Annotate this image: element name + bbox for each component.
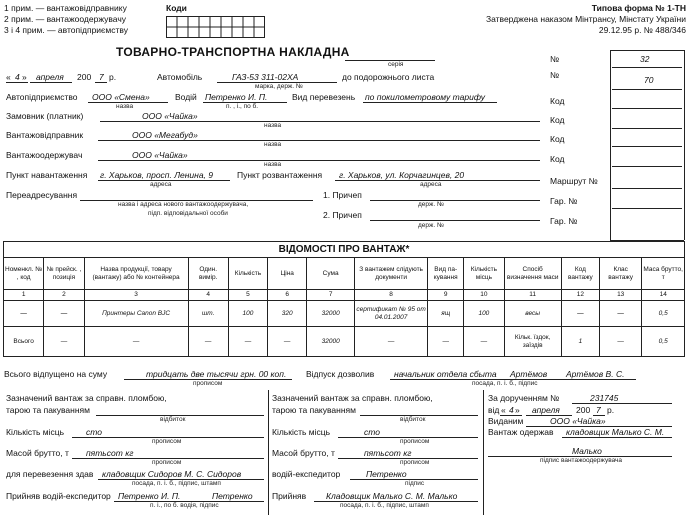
consignee-hint: назва <box>264 161 282 168</box>
copy-note-1: 1 прим. — вантажовідправнику <box>4 3 127 13</box>
accepted-hint: п. і., по б. водія, підпис <box>150 502 219 509</box>
driver-exp-hint: підпис <box>405 480 425 487</box>
issued-value: ООО «Чайка» <box>550 416 606 426</box>
cargo-col-number: 10 <box>464 290 504 301</box>
cargo-total-cell: — <box>84 327 188 357</box>
cargo-header-cell: Кількість <box>228 258 267 290</box>
left-seal-hint: відбиток <box>160 416 186 423</box>
code-label-1: Код <box>550 96 565 106</box>
receiver-hint: підпис вантажоодержувача <box>540 457 623 464</box>
cargo-cell: шт. <box>188 301 228 327</box>
cargo-header-cell: № прейск. , позиція <box>44 258 84 290</box>
customer-hint: назва <box>264 122 282 129</box>
cargo-cell: весы <box>504 301 561 327</box>
cargo-col-number: 5 <box>228 290 267 301</box>
cargo-total-cell: — <box>44 327 84 357</box>
route-label: Маршрут № <box>550 176 598 186</box>
cargo-total-cell: — <box>599 327 641 357</box>
mid-accept-value: Кладовщик Малько С. М. Малько <box>326 491 458 501</box>
consignee-value: ООО «Чайка» <box>132 150 188 160</box>
cargo-header-cell: Один. вимір. <box>188 258 228 290</box>
road-list-number: 70 <box>644 75 654 85</box>
cargo-number-row <box>4 290 685 301</box>
cargo-col-number: 8 <box>355 290 428 301</box>
attorney-day: 4 <box>509 405 514 415</box>
cargo-total-cell: Кільк. їздок, заїздів <box>504 327 561 357</box>
form-approved-1: Затверджена наказом Мінтрансу, Мінстату України <box>485 14 686 24</box>
left-places-value: сто <box>86 427 102 437</box>
car-value: ГАЗ-53 311-02ХА <box>232 72 299 82</box>
cargo-col-number: 14 <box>642 290 685 301</box>
cargo-col-number: 3 <box>84 290 188 301</box>
cargo-total-cell: — <box>188 327 228 357</box>
delivered-value: кладовщик Сидоров М. С. Сидоров <box>102 469 242 479</box>
attorney-label: За дорученням № <box>488 393 560 403</box>
accepted-value: Петренко И. П. <box>118 491 181 501</box>
cargo-table <box>3 241 685 357</box>
cargo-cell: сертификат № 95 от 04.01.2007 <box>355 301 428 327</box>
cargo-total-cell: — <box>268 327 307 357</box>
delivered-hint: посада, п. і. б., підпис, штамп <box>132 480 221 487</box>
waybill-ref-label: до подорожнього листа <box>342 72 435 82</box>
left-mass-label: Масой брутто, т <box>6 448 69 458</box>
received-sign: Малько <box>572 446 602 456</box>
car-label: Автомобіль <box>157 72 203 82</box>
mid-accept-hint: посада, п. і. б., підпис, штамп <box>340 502 429 509</box>
cargo-col-number: 1 <box>4 290 44 301</box>
readdress-label: Переадресування <box>6 190 78 200</box>
cargo-header-row <box>4 258 685 290</box>
cargo-col-number: 6 <box>268 290 307 301</box>
sent-hint: прописом <box>193 380 223 387</box>
cargo-col-number: 13 <box>599 290 641 301</box>
cargo-cell: 0,5 <box>642 301 685 327</box>
mid-seal-label: Зазначений вантаж за справн. пломбою, <box>272 393 433 403</box>
codes-label: Коди <box>166 3 187 13</box>
left-places-hint: прописом <box>152 438 182 445</box>
cargo-total-cell: — <box>355 327 428 357</box>
cargo-header-cell: Назва продукції, товару (вантажу) або № контейнера <box>84 258 188 290</box>
attorney-quote-open: « <box>501 405 506 415</box>
date-year-unit: р. <box>109 72 117 82</box>
unloading-hint: адреса <box>420 181 442 188</box>
form-title: Типова форма № 1-ТН <box>591 3 686 13</box>
cargo-total-cell: Всього <box>4 327 44 357</box>
date-quote-open: « <box>6 72 11 82</box>
cargo-total-cell: — <box>428 327 464 357</box>
cargo-header-cell: Вид па-кування <box>428 258 464 290</box>
sent-label: Всього відпущено на суму <box>4 369 108 379</box>
carrier-hint: назва <box>116 103 134 110</box>
cargo-header-cell: Кількість місць <box>464 258 504 290</box>
cargo-header-cell: Номенкл. № , код <box>4 258 44 290</box>
carrier-label: Автопідприємство <box>6 92 78 102</box>
series-label: серія <box>388 61 404 68</box>
left-seal-label: Зазначений вантаж за справн. пломбою, <box>6 393 167 403</box>
date-year-suffix: 7 <box>99 72 104 82</box>
cargo-col-number: 9 <box>428 290 464 301</box>
cargo-cell: Принтеры Canon BJC <box>84 301 188 327</box>
attorney-month: апреля <box>532 405 560 415</box>
garage-label-1: Гар. № <box>550 196 578 206</box>
cargo-total-cell: — <box>228 327 267 357</box>
cargo-cell: — <box>599 301 641 327</box>
cargo-header-cell: Ціна <box>268 258 307 290</box>
driver-label: Водій <box>175 92 197 102</box>
permit-label: Відпуск дозволив <box>306 369 375 379</box>
left-pack-label: тарою та пакуванням <box>6 405 90 415</box>
cargo-cell: — <box>44 301 84 327</box>
cargo-title: ВІДОМОСТІ ПРО ВАНТАЖ* <box>4 242 685 258</box>
attorney-from: від <box>488 405 500 415</box>
trailer-1-hint: держ. № <box>418 201 444 208</box>
transport-label: Вид перевезень <box>292 92 356 102</box>
cargo-col-number: 2 <box>44 290 84 301</box>
date-quote-close: » <box>22 72 27 82</box>
cargo-row <box>4 301 685 327</box>
permit-sign: Артёмов <box>510 369 548 379</box>
attorney-year-prefix: 200 <box>576 405 591 415</box>
date-year-prefix: 200 <box>77 72 92 82</box>
readdress-hint-1: назва і адреса нового вантажоодержувача, <box>118 201 249 208</box>
code-label-4: Код <box>550 154 565 164</box>
date-day: 4 <box>15 72 20 82</box>
accepted-label: Прийняв водій-експедитор <box>6 491 111 501</box>
trailer-2-label: 2. Причеп <box>323 210 362 220</box>
mid-mass-value: пятьсот кг <box>364 448 412 458</box>
mid-mass-label: Масой брутто, т <box>272 448 335 458</box>
shipper-label: Вантажовідправник <box>6 130 84 140</box>
cargo-cell: — <box>4 301 44 327</box>
code-label-3: Код <box>550 134 565 144</box>
permit-hint: посада, п. і. б., підпис <box>472 380 538 387</box>
mid-seal-hint: відбиток <box>400 416 426 423</box>
mid-places-label: Кількість місць <box>272 427 331 437</box>
number-label: № <box>550 54 560 64</box>
sent-value: тридцать две тысячи грн. 00 коп. <box>146 369 287 379</box>
cargo-total-row <box>4 327 685 357</box>
number-label-2: № <box>550 70 560 80</box>
permit-position: начальник отдела сбыта <box>394 369 497 379</box>
mid-accept-label: Прийняв <box>272 491 307 501</box>
left-mass-hint: прописом <box>152 459 182 466</box>
attorney-quote-close: » <box>515 405 520 415</box>
loading-hint: адреса <box>150 181 172 188</box>
cargo-header-cell: Маса брутто, т <box>642 258 685 290</box>
shipper-value: ООО «Мегабуд» <box>132 130 198 140</box>
trailer-2-hint: держ. № <box>418 222 444 229</box>
loading-label: Пункт навантаження <box>6 170 88 180</box>
permit-name: Артёмов В. С. <box>566 369 625 379</box>
cargo-total-cell: 32000 <box>307 327 355 357</box>
garage-label-2: Гар. № <box>550 216 578 226</box>
car-hint: марка, держ. № <box>255 83 303 90</box>
driver-exp-label: водій-експедитор <box>272 469 341 479</box>
cargo-col-number: 11 <box>504 290 561 301</box>
transport-value: по покилометровому тарифу <box>365 92 485 102</box>
doc-title: ТОВАРНО-ТРАНСПОРТНА НАКЛАДНА <box>116 45 350 59</box>
cargo-cell: 100 <box>228 301 267 327</box>
attorney-year-unit: р. <box>607 405 615 415</box>
driver-hint: п. , і., по б. <box>226 103 259 110</box>
mid-places-hint: прописом <box>400 438 430 445</box>
cargo-header-cell: Код вантажу <box>561 258 599 290</box>
left-mass-value: пятьсот кг <box>86 448 134 458</box>
cargo-total-cell: — <box>464 327 504 357</box>
received-label: Вантаж одержав <box>488 427 554 437</box>
left-places-label: Кількість місць <box>6 427 65 437</box>
cargo-col-number: 7 <box>307 290 355 301</box>
cargo-cell: — <box>561 301 599 327</box>
cargo-col-number: 4 <box>188 290 228 301</box>
attorney-value: 231745 <box>590 393 619 403</box>
mid-mass-hint: прописом <box>400 459 430 466</box>
waybill-number: 32 <box>640 54 650 64</box>
cargo-col-number: 12 <box>561 290 599 301</box>
shipper-hint: назва <box>264 141 282 148</box>
cargo-header-cell: Спосіб визначення маси <box>504 258 561 290</box>
cargo-cell: 100 <box>464 301 504 327</box>
driver-exp-value: Петренко <box>366 469 407 479</box>
customer-label: Замовник (платник) <box>6 111 84 121</box>
driver-value: Петренко И. П. <box>205 92 268 102</box>
cargo-cell: 320 <box>268 301 307 327</box>
unloading-value: г. Харьков, ул. Корчагинцев, 20 <box>339 170 465 180</box>
cargo-total-cell: 1 <box>561 327 599 357</box>
trailer-1-label: 1. Причеп <box>323 190 362 200</box>
code-label-2: Код <box>550 115 565 125</box>
mid-places-value: сто <box>364 427 380 437</box>
date-month: апреля <box>36 72 64 82</box>
customer-value: ООО «Чайка» <box>142 111 198 121</box>
cargo-total-cell: 0,5 <box>642 327 685 357</box>
received-value: кладовщик Малько С. М. <box>566 427 665 437</box>
codes-grid <box>166 16 265 38</box>
cargo-cell: 32000 <box>307 301 355 327</box>
attorney-year-suffix: 7 <box>596 405 601 415</box>
cargo-cell: ящ <box>428 301 464 327</box>
form-approved-2: 29.12.95 р. № 488/346 <box>598 25 686 35</box>
readdress-hint-2: підп. відповідальної особи <box>148 210 228 217</box>
copy-note-3: 3 і 4 прим. — автопідприємству <box>4 25 128 35</box>
accepted-sign: Петренко <box>212 491 253 501</box>
issued-label: Виданим <box>488 416 524 426</box>
cargo-header-cell: Сума <box>307 258 355 290</box>
delivered-label: для перевезення здав <box>6 469 94 479</box>
cargo-header-cell: З вантажем слідують документи <box>355 258 428 290</box>
unloading-label: Пункт розвантаження <box>237 170 323 180</box>
loading-value: г. Харьков, просп. Ленина, 9 <box>100 170 214 180</box>
carrier-value: ООО «Смена» <box>92 92 150 102</box>
consignee-label: Вантажоодержувач <box>6 150 83 160</box>
copy-note-2: 2 прим. — вантажоодержувачу <box>4 14 127 24</box>
mid-pack-label: тарою та пакуванням <box>272 405 356 415</box>
cargo-header-cell: Клас вантажу <box>599 258 641 290</box>
